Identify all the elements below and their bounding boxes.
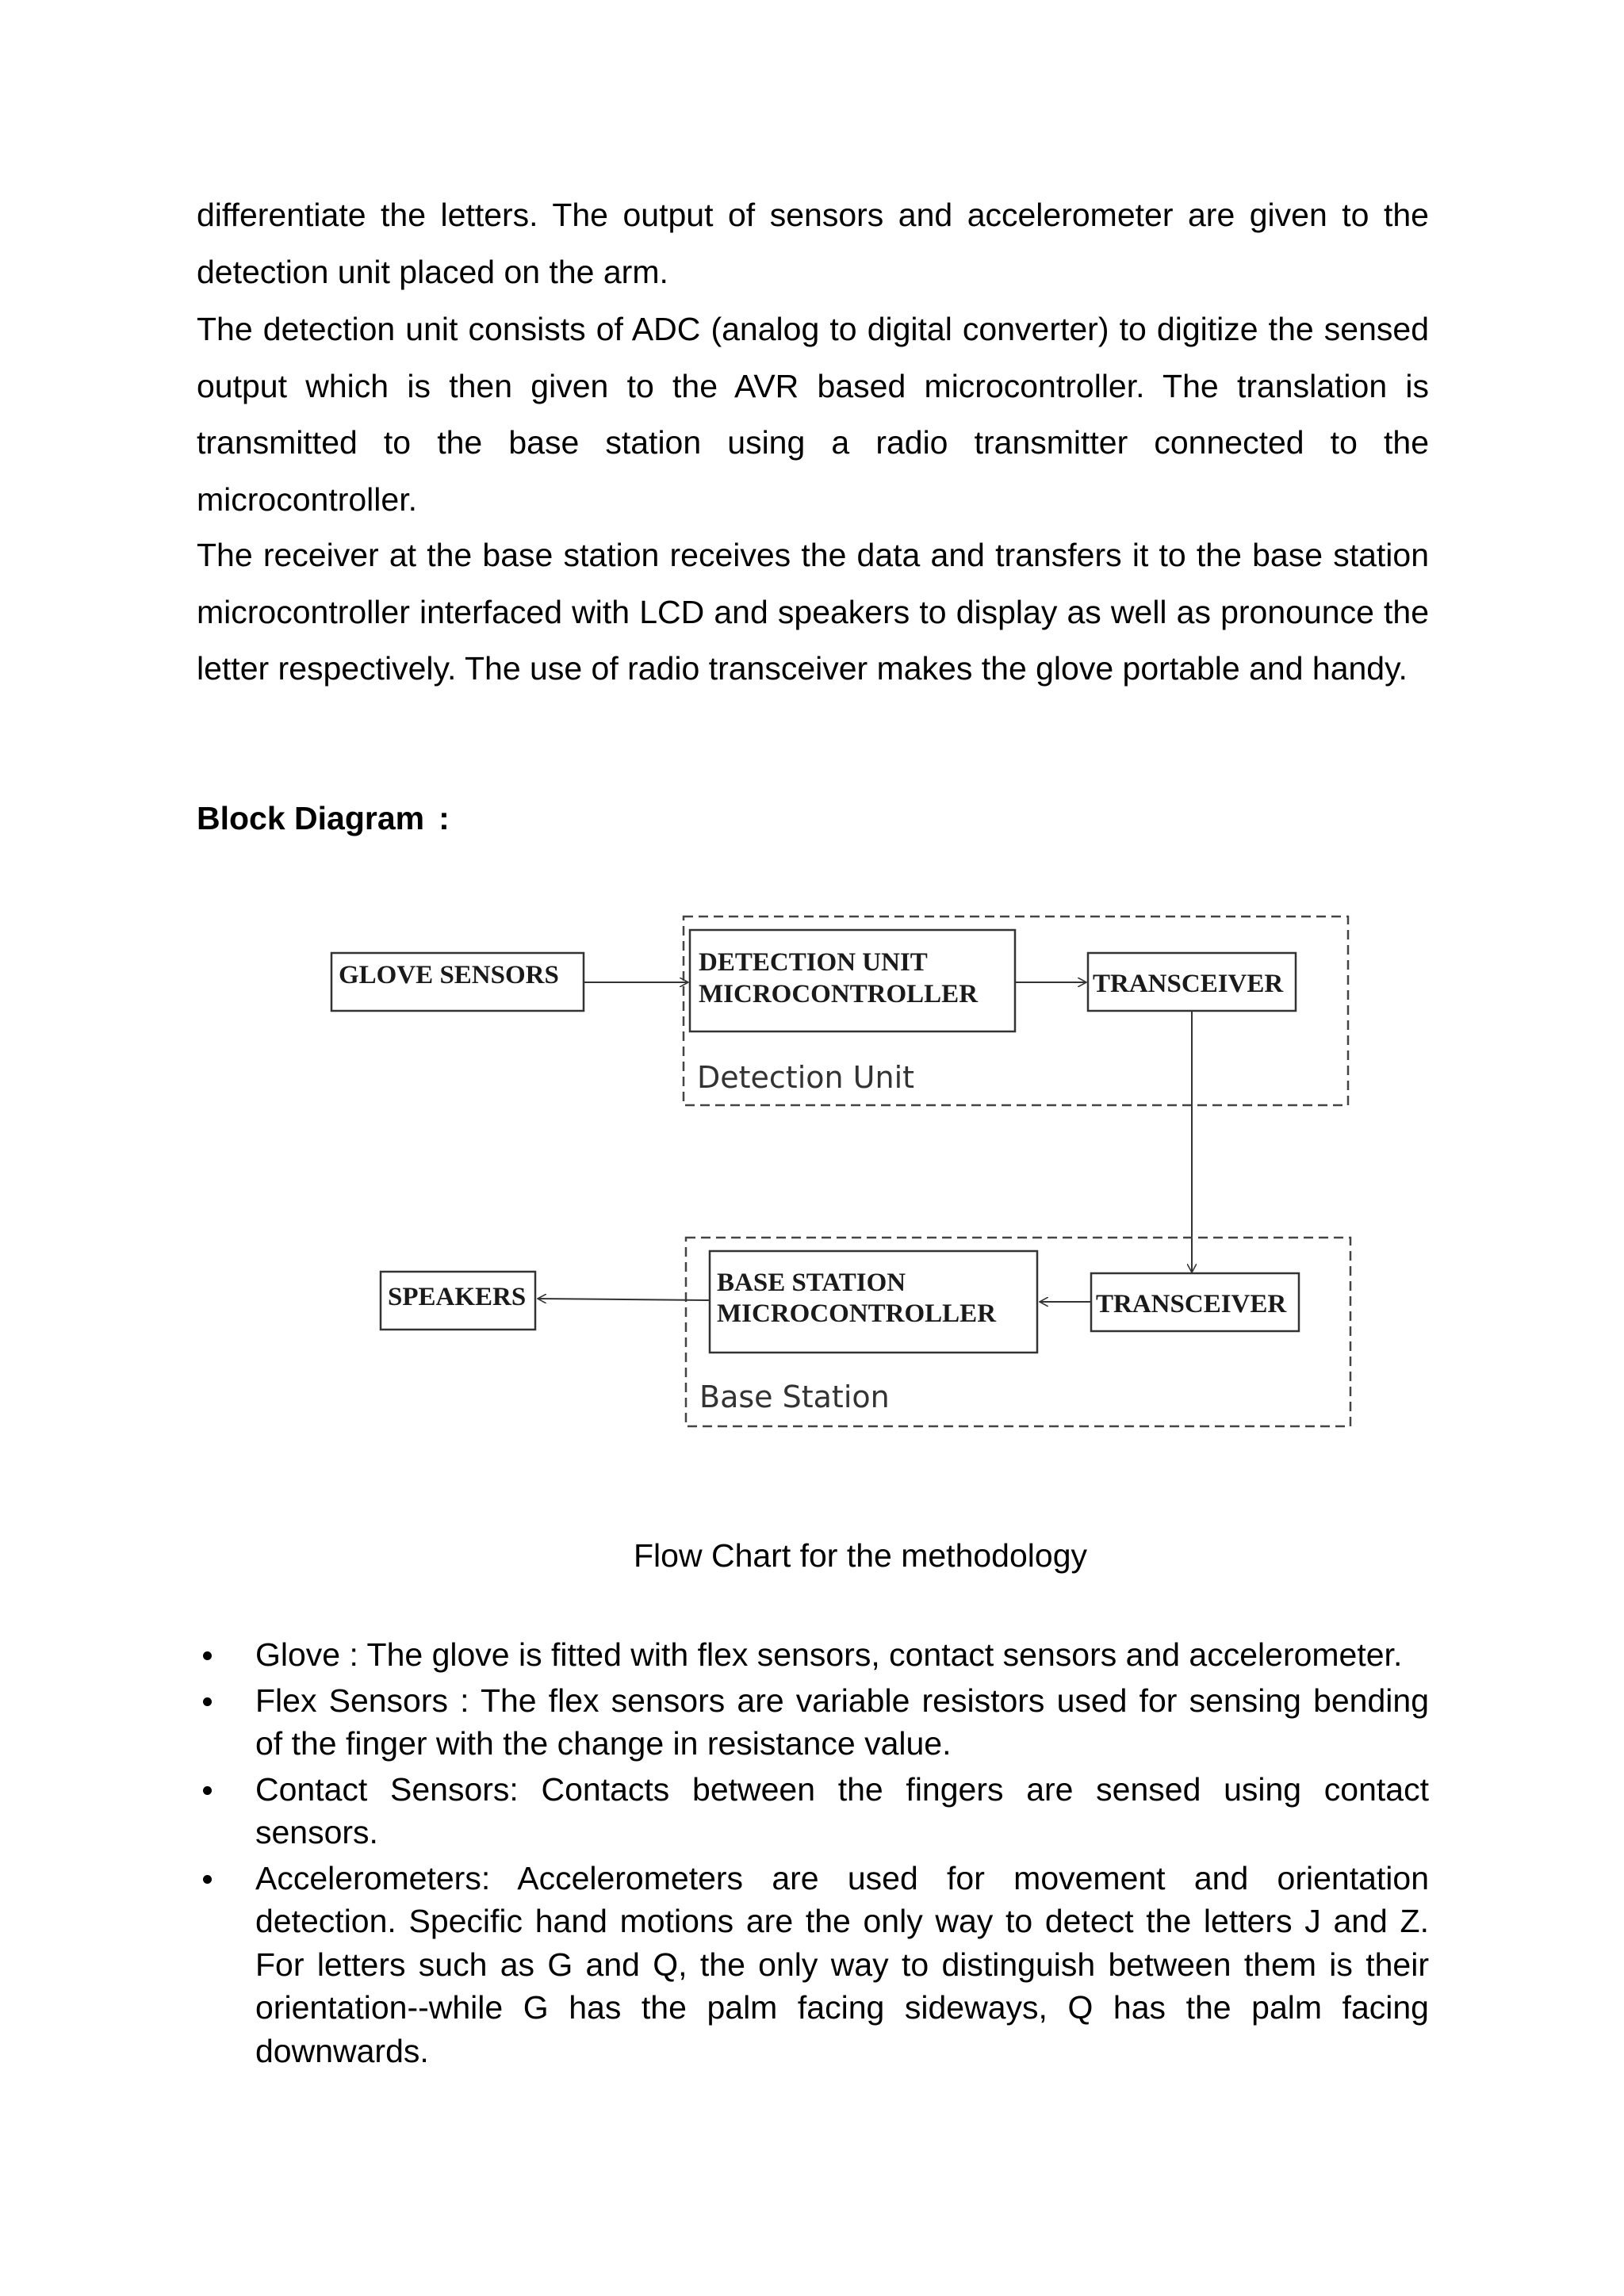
detection-unit-label: Detection Unit bbox=[697, 1060, 915, 1095]
bullet-dot bbox=[203, 1651, 212, 1660]
detection-mcu-line2: MICROCONTROLLER bbox=[699, 980, 979, 1008]
bullet-text: Flex Sensors : The flex sensors are variable resistors used for sensing bending of the finger with the change in resistance value. bbox=[255, 1682, 1429, 1762]
base-station-label: Base Station bbox=[699, 1380, 890, 1414]
heading-text: Block Diagram bbox=[197, 800, 425, 836]
bullet-text: Glove : The glove is fitted with flex sensors, contact sensors and accelerometer. bbox=[255, 1636, 1403, 1673]
paragraph-2: The detection unit consists of ADC (analog to digital converter) to digitize the sensed output which is then given to the AVR based microcontroller. The translation is transmitted to the base station using a radio transmitter connected to the microcontroller. bbox=[197, 311, 1429, 518]
figure-caption: Flow Chart for the methodology bbox=[634, 1537, 1087, 1574]
paragraph-1: differentiate the letters. The output of sensors and accelerometer are given to the detection unit placed on the arm. bbox=[197, 197, 1429, 290]
base-mcu-line2: MICROCONTROLLER bbox=[717, 1299, 997, 1328]
bullet-item bbox=[197, 1857, 1429, 2073]
bullet-item bbox=[197, 1768, 1429, 1854]
speakers-label: SPEAKERS bbox=[388, 1283, 527, 1311]
bullet-text: Contact Sensors: Contacts between the fingers are sensed using contact sensors. bbox=[255, 1770, 1429, 1850]
bullet-item bbox=[197, 1633, 1429, 1677]
bullet-dot bbox=[203, 1875, 212, 1884]
bullet-item bbox=[197, 1679, 1429, 1766]
bullet-dot bbox=[203, 1786, 212, 1795]
detection-mcu-line1: DETECTION UNIT bbox=[699, 948, 928, 977]
transceiver-bottom-label: TRANSCEIVER bbox=[1096, 1290, 1287, 1318]
transceiver-top-label: TRANSCEIVER bbox=[1093, 970, 1284, 998]
base-mcu-line1: BASE STATION bbox=[717, 1269, 906, 1297]
bullet-text: Accelerometers: Accelerometers are used for movement and orientation detection. Specific hand motions are the only way to detect the letters J and Z. For letters such as G and Q, the only way to distinguish between them is their orientation--while G has the palm facing sideways, Q has the palm facing downwards. bbox=[255, 1859, 1429, 2069]
bullet-dot bbox=[203, 1697, 212, 1706]
glove-sensors-label: GLOVE SENSORS bbox=[339, 961, 559, 989]
arrow-base-mcu-to-speakers bbox=[538, 1299, 710, 1300]
paragraph-3: The receiver at the base station receives the data and transfers it to the base station microcontroller interfaced with LCD and speakers to display as well as pronounce the letter respectively. The use of radio transceiver makes the glove portable and handy. bbox=[197, 537, 1429, 687]
heading-colon: : bbox=[439, 800, 450, 836]
bullet-list bbox=[197, 1633, 1429, 2075]
